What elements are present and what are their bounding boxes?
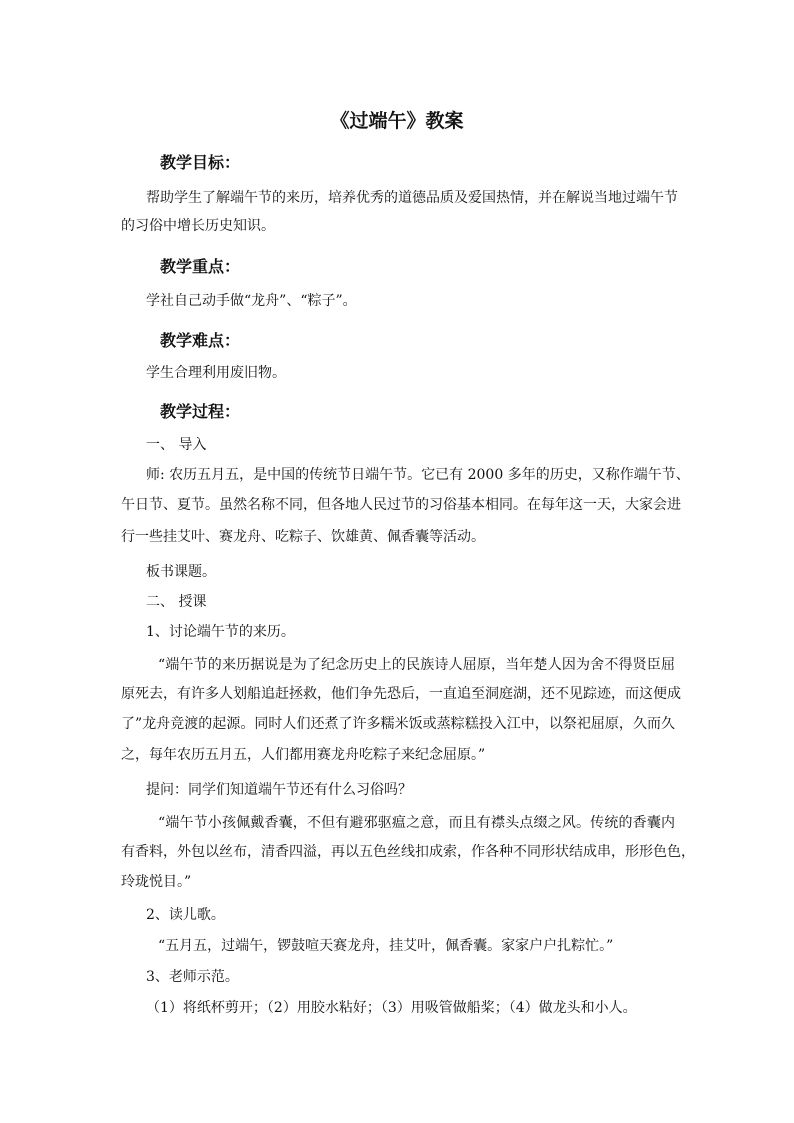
- process-line: 有香料，外包以丝布，清香四溢，再以五色丝线扣成索，作各种不同形状结成串，形形色色，: [121, 844, 695, 860]
- difficulty-line-1: 学生合理利用废旧物。: [146, 365, 286, 381]
- section-heading-goal: 教学目标：: [160, 153, 241, 172]
- document-title: 《过端午》教案: [330, 110, 464, 132]
- process-line: “端午节小孩佩戴香囊，不但有避邪驱瘟之意，而且有襟头点缀之风。传统的香囊内: [158, 815, 675, 831]
- section-heading-process: 教学过程：: [160, 402, 241, 421]
- process-line: 原死去，有许多人划船追赶拯救，他们争先恐后，一直追至洞庭湖，还不见踪迹，而这便成: [121, 686, 681, 702]
- process-line: 师: 农历五月五，是中国的传统节日端午节。它已有 2000 多年的历史，又称作端午节、: [146, 467, 690, 483]
- process-line: 2、读儿歌。: [146, 907, 225, 923]
- key-line-1: 学社自己动手做“龙舟”、“粽子”。: [146, 293, 357, 309]
- process-line: 二、 授课: [146, 594, 207, 610]
- process-line: “端午节的来历据说是为了纪念历史上的民族诗人屈原，当年楚人因为舍不得贤臣屈: [158, 657, 675, 673]
- goal-line-1: 帮助学生了解端午节的来历，培养优秀的道德品质及爱国热情，并在解说当地过端午节: [146, 190, 678, 206]
- process-line: 一、 导入: [146, 437, 207, 453]
- process-line: 午日节、夏节。虽然名称不同，但各地人民过节的习俗基本相同。在每年这一天，大家会进: [121, 497, 681, 513]
- section-heading-difficulty: 教学难点：: [160, 331, 241, 350]
- process-line: 3、老师示范。: [146, 969, 239, 985]
- process-line: “五月五，过端午，锣鼓喧天赛龙舟，挂艾叶，佩香囊。家家户户扎粽忙。”: [158, 938, 614, 954]
- process-line: 1、讨论端午节的来历。: [146, 624, 295, 640]
- process-line: 之，每年农历五月五，人们都用赛龙舟吃粽子来纪念屈原。”: [121, 747, 486, 763]
- process-line: 提问：同学们知道端午节还有什么习俗吗？: [146, 782, 412, 798]
- process-line: 玲珑悦目。”: [121, 874, 192, 890]
- process-line: 板书课题。: [146, 564, 216, 580]
- process-line: 行一些挂艾叶、赛龙舟、吃粽子、饮雄黄、佩香囊等活动。: [121, 529, 485, 545]
- goal-line-2: 的习俗中增长历史知识。: [121, 218, 275, 234]
- section-heading-key: 教学重点：: [160, 257, 241, 276]
- process-line: 了”龙舟竞渡的起源。同时人们还煮了许多糯米饭或蒸粽糕投入江中，以祭祀屈原，久而久: [121, 716, 675, 732]
- process-line: （1）将纸杯剪开；（2）用胶水粘好；（3）用吸管做船桨；（4）做龙头和小人。: [146, 1000, 637, 1016]
